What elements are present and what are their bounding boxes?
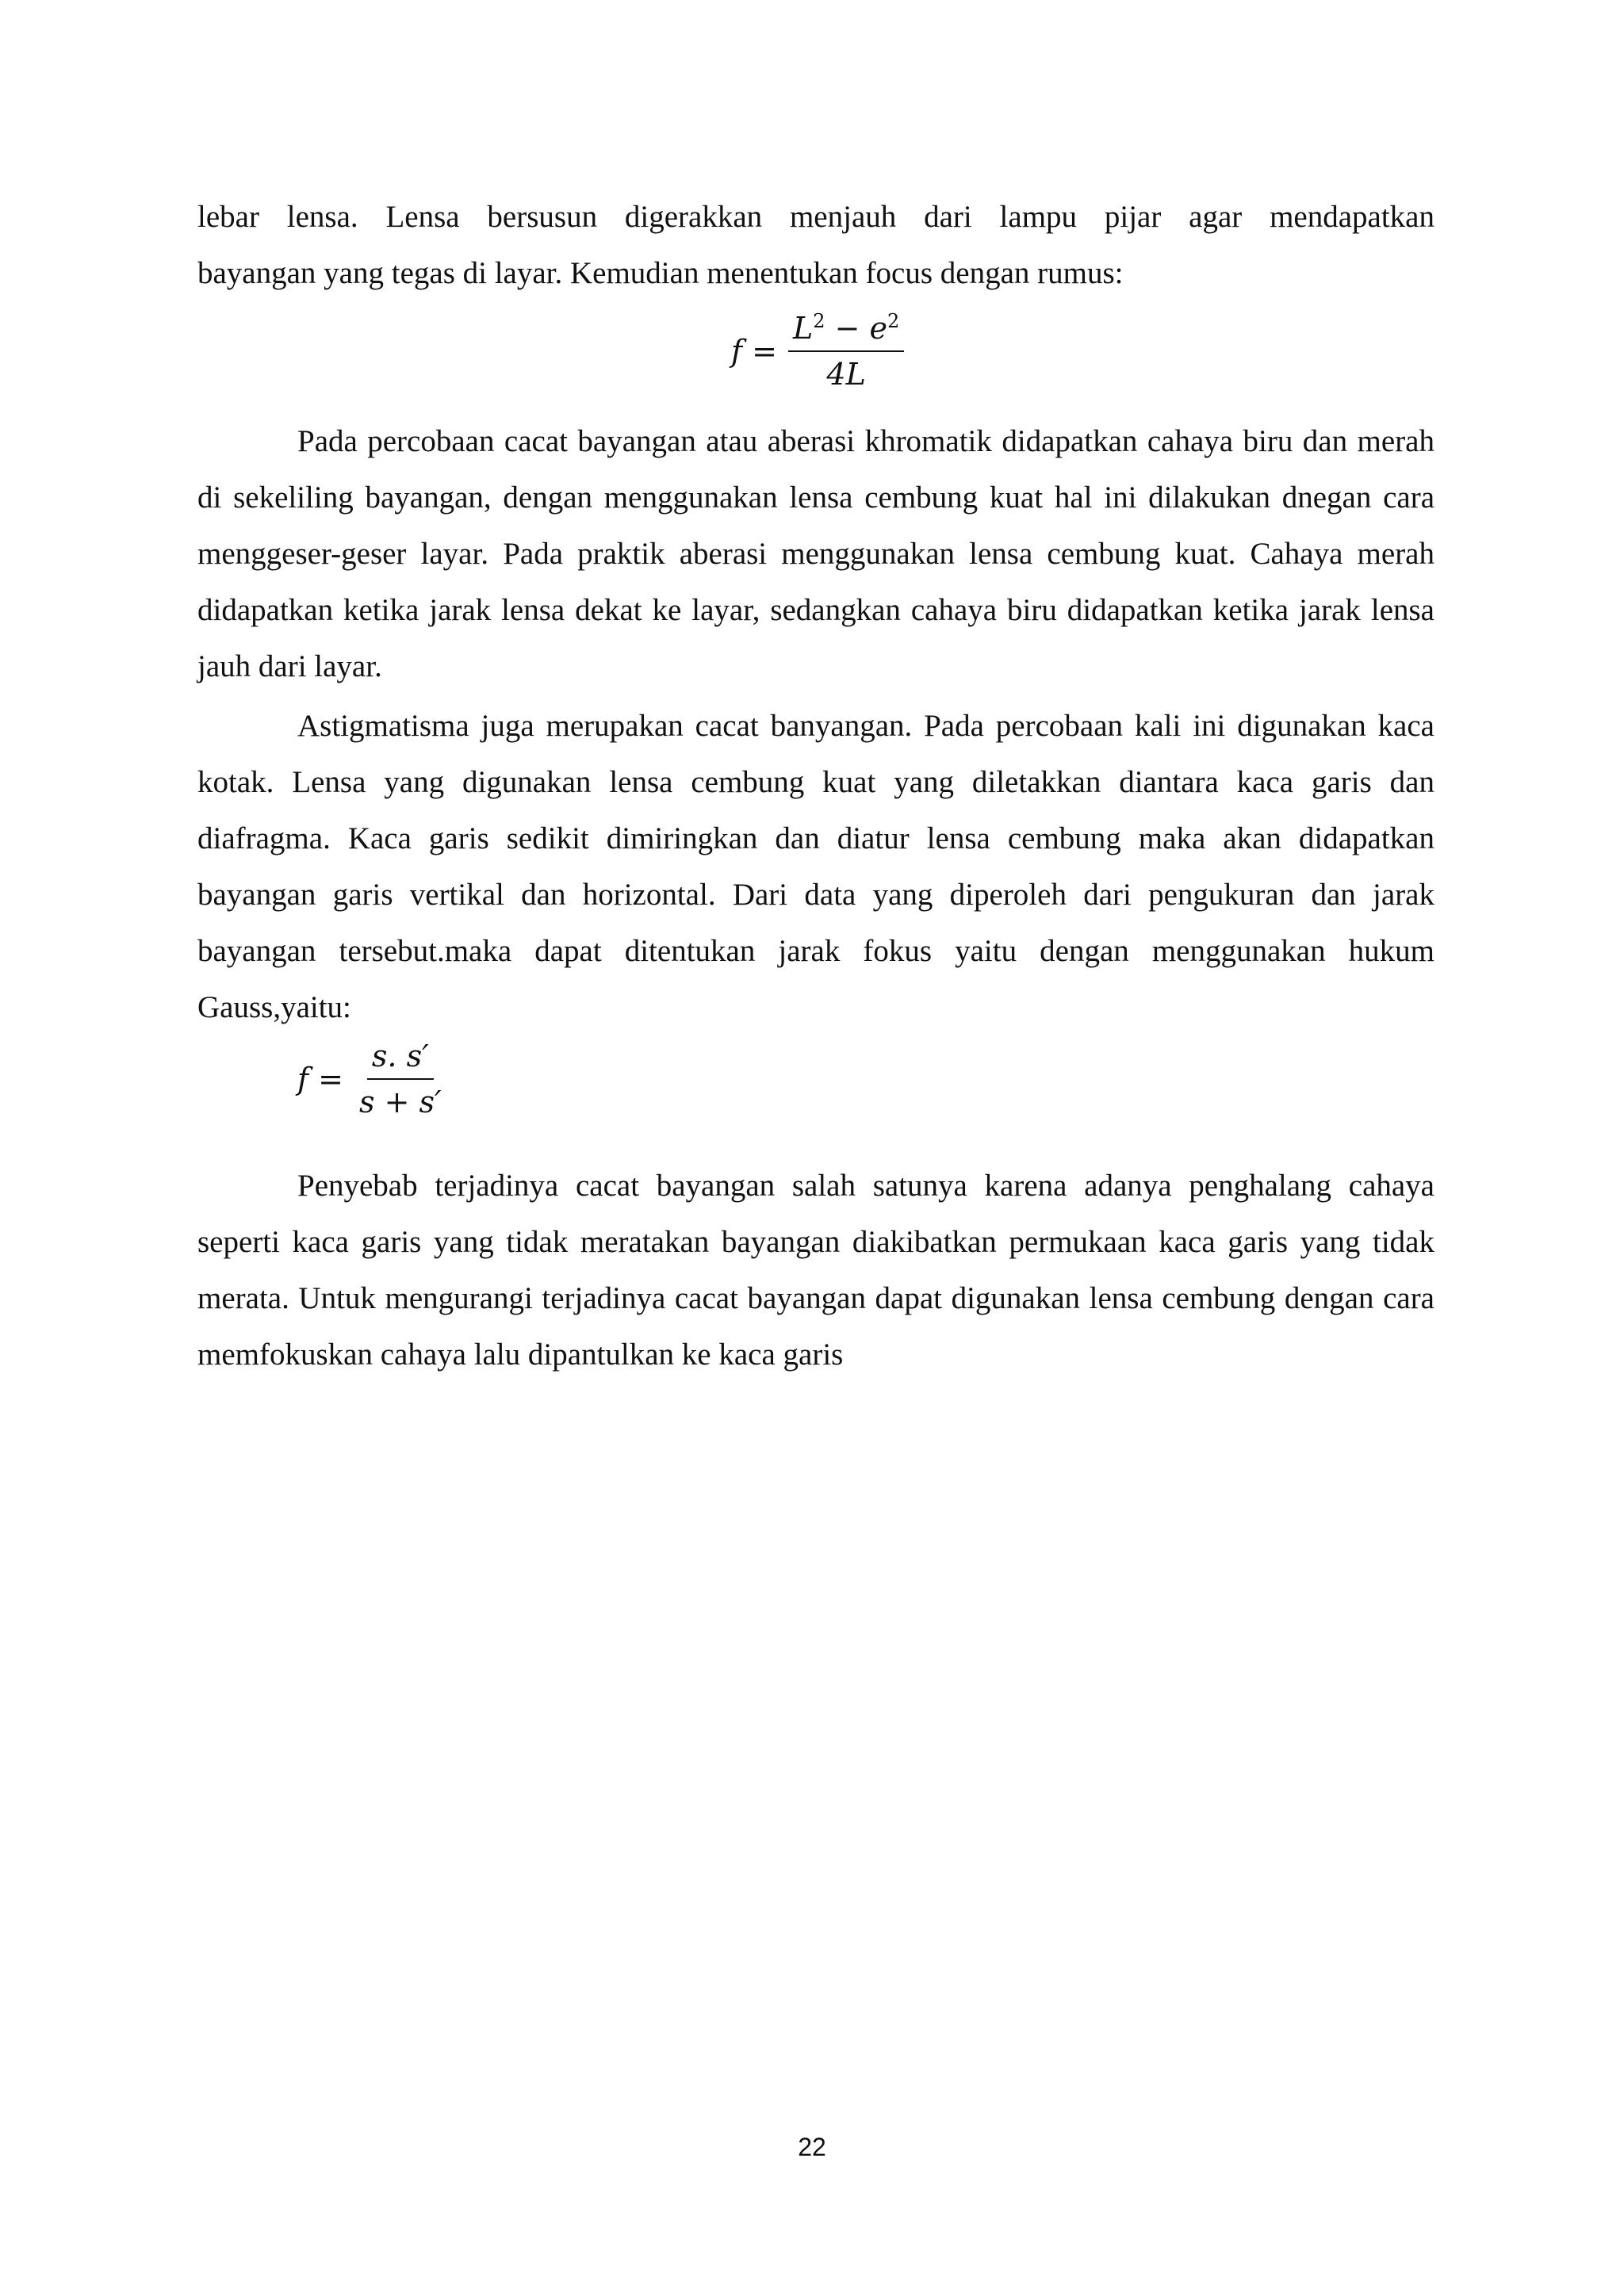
- paragraph-1-line-2: [197, 245, 1434, 301]
- paragraph-1-line-1-text: lebar lensa. Lensa bersusun digerakkan menjauh dari lampu pijar agar mendapatkan: [197, 200, 1434, 234]
- equation-1-term-a: L: [792, 311, 814, 346]
- paragraph-2-text: Pada percobaan cacat bayangan atau aberasi khromatik didapatkan cahaya biru dan merah di sekeliling bayangan, dengan menggunakan lensa cembung kuat hal ini dilakukan dnegan cara menggeser-geser layar. Pada praktik aberasi menggunakan lensa cembung kuat. Cahaya merah didapatkan ketika jarak lensa dekat ke layar, sedangkan cahaya biru didapatkan ketika jarak lensa jauh dari layar.: [197, 424, 1434, 683]
- paragraph-4: [197, 1158, 1434, 1383]
- paragraph-1-line-1: [197, 189, 1434, 245]
- paragraph-3-text: Astigmatisma juga merupakan cacat banyangan. Pada percobaan kali ini digunakan kaca kotak. Lensa yang digunakan lensa cembung kuat yang diletakkan diantara kaca garis dan diafragma. Kaca garis sedikit dimiringkan dan diatur lensa cembung maka akan didapatkan bayangan garis vertikal dan horizontal. Dari data yang diperoleh dari pengukuran dan jarak bayangan tersebut.maka dapat ditentukan jarak fokus yaitu dengan menggunakan hukum Gauss,yaitu:: [197, 709, 1434, 1024]
- equation-1-fraction: [788, 311, 904, 392]
- equation-2-lhs: f =: [297, 1062, 343, 1096]
- page-number: 22: [798, 2133, 826, 2161]
- paragraph-2: [197, 413, 1434, 695]
- equation-focus-bessel: [731, 311, 904, 392]
- equation-1-term-b-exponent: 2: [887, 310, 900, 332]
- equation-2-numerator: s. s′: [367, 1039, 434, 1080]
- equation-1-numerator: [788, 311, 904, 352]
- paragraph-1-line-2-text: bayangan yang tegas di layar. Kemudian menentukan focus dengan rumus:: [197, 256, 1124, 290]
- equation-2-denominator: s + s′: [358, 1085, 442, 1119]
- paragraph-3: [197, 698, 1434, 1035]
- equation-1-lhs: f =: [731, 334, 777, 369]
- paragraph-4-text: Penyebab terjadinya cacat bayangan salah satunya karena adanya penghalang cahaya seperti kaca garis yang tidak meratakan bayangan diakibatkan permukaan kaca garis yang tidak merata. Untuk mengurangi terjadinya cacat bayangan dapat digunakan lensa cembung dengan cara memfokuskan cahaya lalu dipantulkan ke kaca garis: [197, 1169, 1434, 1372]
- equation-2-fraction: [354, 1039, 446, 1119]
- equation-1-term-b: e: [869, 311, 887, 346]
- equation-gauss-law: [297, 1039, 446, 1119]
- equation-1-operator: −: [825, 311, 870, 346]
- equation-1-term-a-exponent: 2: [813, 310, 825, 332]
- equation-1-denominator: 4L: [826, 357, 866, 392]
